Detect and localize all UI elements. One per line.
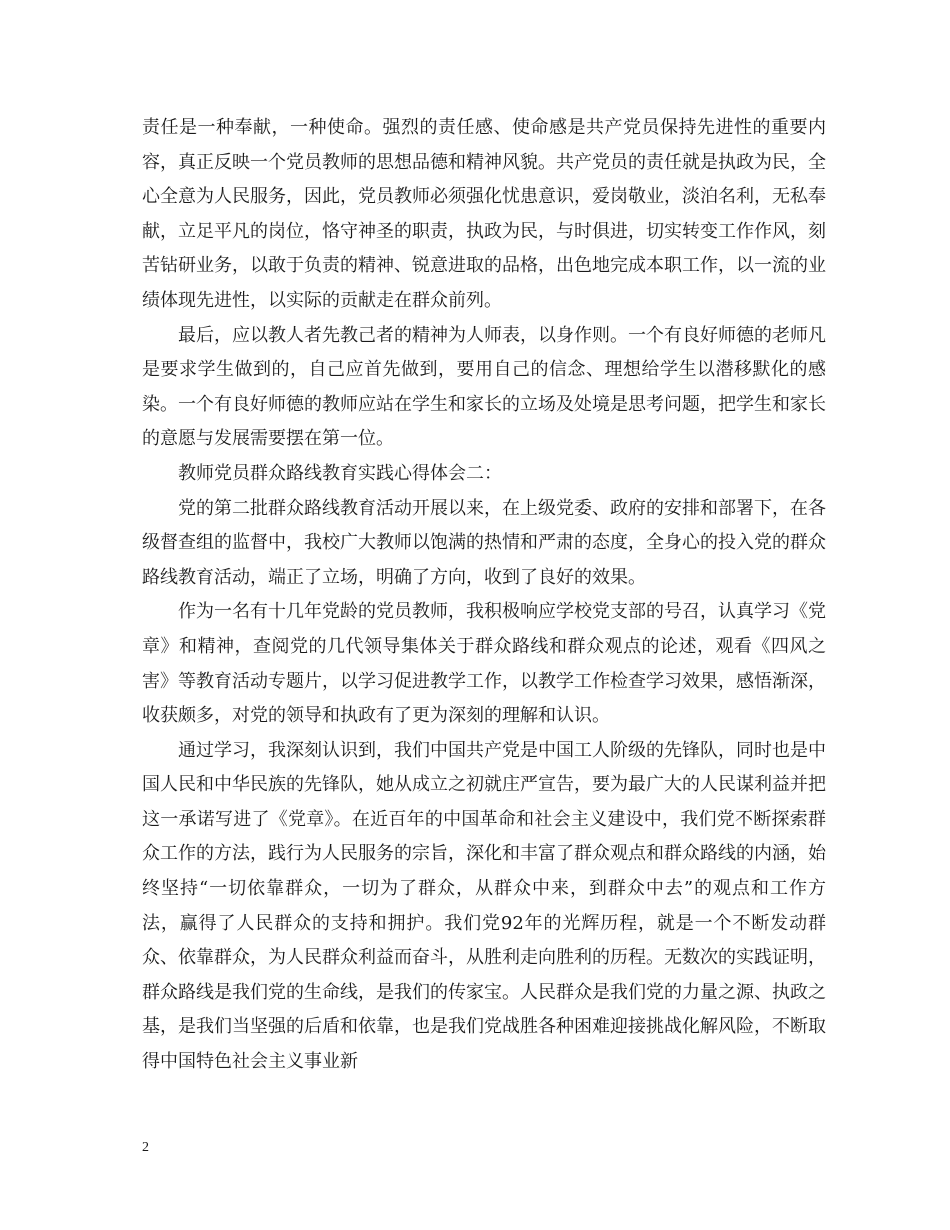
paragraph: 作为一名有十几年党龄的党员教师，我积极响应学校党支部的号召，认真学习《党章》和精神，查阅党的几代领导集体关于群众路线和群众观点的论述，观看《四风之害》等教育活动专题片，以学习促进教学工作，以教学工作检查学习效果，感悟渐深，收获颇多，对党的领导和执政有了更为深刻的理解和认识。 (142, 601, 826, 727)
paragraph: 通过学习，我深刻认识到，我们中国共产党是中国工人阶级的先锋队，同时也是中国人民和中华民族的先锋队，她从成立之初就庄严宣告，要为最广大的人民谋利益并把这一承诺写进了《党章》。在近百年的中国革命和社会主义建设中，我们党不断探索群众工作的方法，践行为人民服务的宗旨，深化和丰富了群众观点和群众路线的内涵，始终坚持“一切依靠群众，一切为了群众，从群众中来，到群众中去”的观点和工作方法，赢得了人民群众的支持和拥护。我们党92年的光辉历程，就是一个不断发动群众、依靠群众，为人民群众利益而奋斗，从胜利走向胜利的历程。无数次的实践证明，群众路线是我们党的生命线，是我们的传家宝。人民群众是我们党的力量之源、执政之基，是我们当坚强的后盾和依靠，也是我们党战胜各种困难迎接挑战化解风险，不断取得中国特色社会主义事业新 (142, 739, 826, 1073)
paragraph: 党的第二批群众路线教育活动开展以来，在上级党委、政府的安排和部署下，在各级督查组的监督中，我校广大教师以饱满的热情和严肃的态度，全身心的投入党的群众路线教育活动，端正了立场，明确了方向，收到了良好的效果。 (142, 497, 826, 588)
paragraph-continuation: 责任是一种奉献，一种使命。强烈的责任感、使命感是共产党员保持先进性的重要内容，真正反映一个党员教师的思想品德和精神风貌。共产党员的责任就是执政为民，全心全意为人民服务，因此，党员教师必须强化忧患意识，爱岗敬业，淡泊名利，无私奉献，立足平凡的岗位，恪守神圣的职责，执政为民，与时俱进，切实转变工作作风，刻苦钻研业务，以敢于负责的精神、锐意进取的品格，出色地完成本职工作，以一流的业绩体现先进性，以实际的贡献走在群众前列。 (142, 117, 826, 311)
document-body (142, 111, 826, 1080)
page-number: 2 (142, 1140, 149, 1155)
section-heading: 教师党员群众路线教育实践心得体会二： (178, 462, 502, 484)
paragraph: 最后，应以教人者先教己者的精神为人师表，以身作则。一个有良好师德的老师凡是要求学生做到的，自己应首先做到，要用自己的信念、理想给学生以潜移默化的感染。一个有良好师德的教师应站在学生和家长的立场及处境是思考问题，把学生和家长的意愿与发展需要摆在第一位。 (142, 324, 826, 450)
